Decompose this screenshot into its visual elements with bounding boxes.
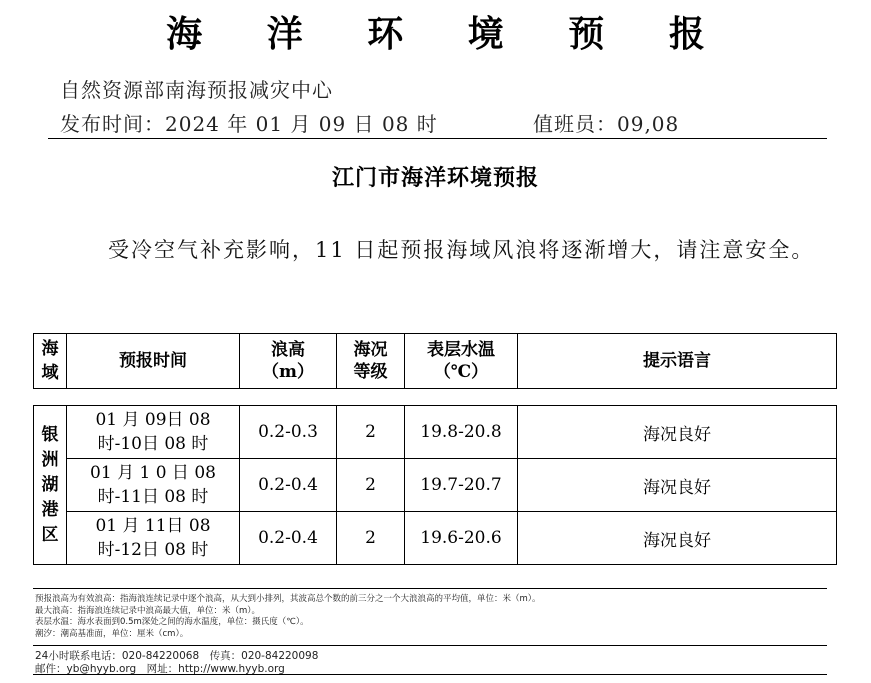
publish-time: 发布时间：2024 年 01 月 09 日 08 时 [60, 112, 438, 136]
header-advice: 提示语言 [518, 334, 837, 389]
header-wave: 浪高（m） [240, 334, 337, 389]
note-max-wave: 最大浪高：指海浪连续记录中浪高最大值，单位：米（m）。 [35, 605, 261, 616]
header-time: 预报时间 [67, 334, 240, 389]
advice-cell: 海况良好 [518, 512, 837, 565]
advice-cell: 海况良好 [518, 406, 837, 459]
header-region: 海域 [34, 334, 67, 389]
footer-divider [33, 588, 827, 589]
temp-cell: 19.8-20.8 [405, 406, 518, 459]
forecast-table [33, 405, 837, 565]
footer-notes [35, 594, 541, 640]
table-row [34, 459, 837, 512]
wave-cell: 0.2-0.4 [240, 459, 337, 512]
time-cell: 01 月 11日 08 时-12日 08 时 [67, 512, 240, 565]
forecast-summary: 受冷空气补充影响，11 日起预报海域风浪将逐渐增大，请注意安全。 [108, 238, 815, 262]
header-sea-state: 海况等级 [337, 334, 405, 389]
document-title: 海 洋 环 境 预 报 [166, 13, 731, 55]
contact-phone-fax: 24小时联系电话：020-84220068 传真：020-84220098 [35, 650, 319, 662]
region-cell: 银洲湖港区 [34, 406, 67, 565]
table-row [34, 406, 837, 459]
wave-cell: 0.2-0.4 [240, 512, 337, 565]
time-cell: 01 月 1 0 日 08 时-11日 08 时 [67, 459, 240, 512]
contact-email-web: 邮件：yb@hyyb.org 网址：http://www.hyyb.org [35, 663, 285, 675]
temp-cell: 19.7-20.7 [405, 459, 518, 512]
duty-officer: 值班员：09,08 [533, 112, 680, 136]
note-water-temp: 表层水温：海水表面到0.5m深处之间的海水温度，单位：摄氏度（℃）。 [35, 617, 309, 627]
advice-cell: 海况良好 [518, 459, 837, 512]
footer-divider [33, 674, 827, 675]
level-cell: 2 [337, 459, 405, 512]
wave-cell: 0.2-0.3 [240, 406, 337, 459]
note-tide: 潮汐：潮高基准面，单位：厘米（cm）。 [35, 628, 189, 639]
note-wave-height: 预报浪高为有效浪高：指海浪连续记录中逐个浪高，从大到小排列，其波高总个数的前三分之一个大浪浪高的平均值，单位：米（m）。 [35, 594, 541, 604]
forecast-table-header [33, 333, 837, 389]
level-cell: 2 [337, 406, 405, 459]
table-row [34, 512, 837, 565]
header-divider [48, 138, 827, 139]
header-water-temp: 表层水温（℃） [405, 334, 518, 389]
time-cell: 01 月 09日 08 时-10日 08 时 [67, 406, 240, 459]
footer-divider [33, 645, 827, 646]
forecast-subtitle: 江门市海洋环境预报 [331, 165, 539, 191]
level-cell: 2 [337, 512, 405, 565]
temp-cell: 19.6-20.6 [405, 512, 518, 565]
organization-name: 自然资源部南海预报减灾中心 [60, 78, 333, 102]
